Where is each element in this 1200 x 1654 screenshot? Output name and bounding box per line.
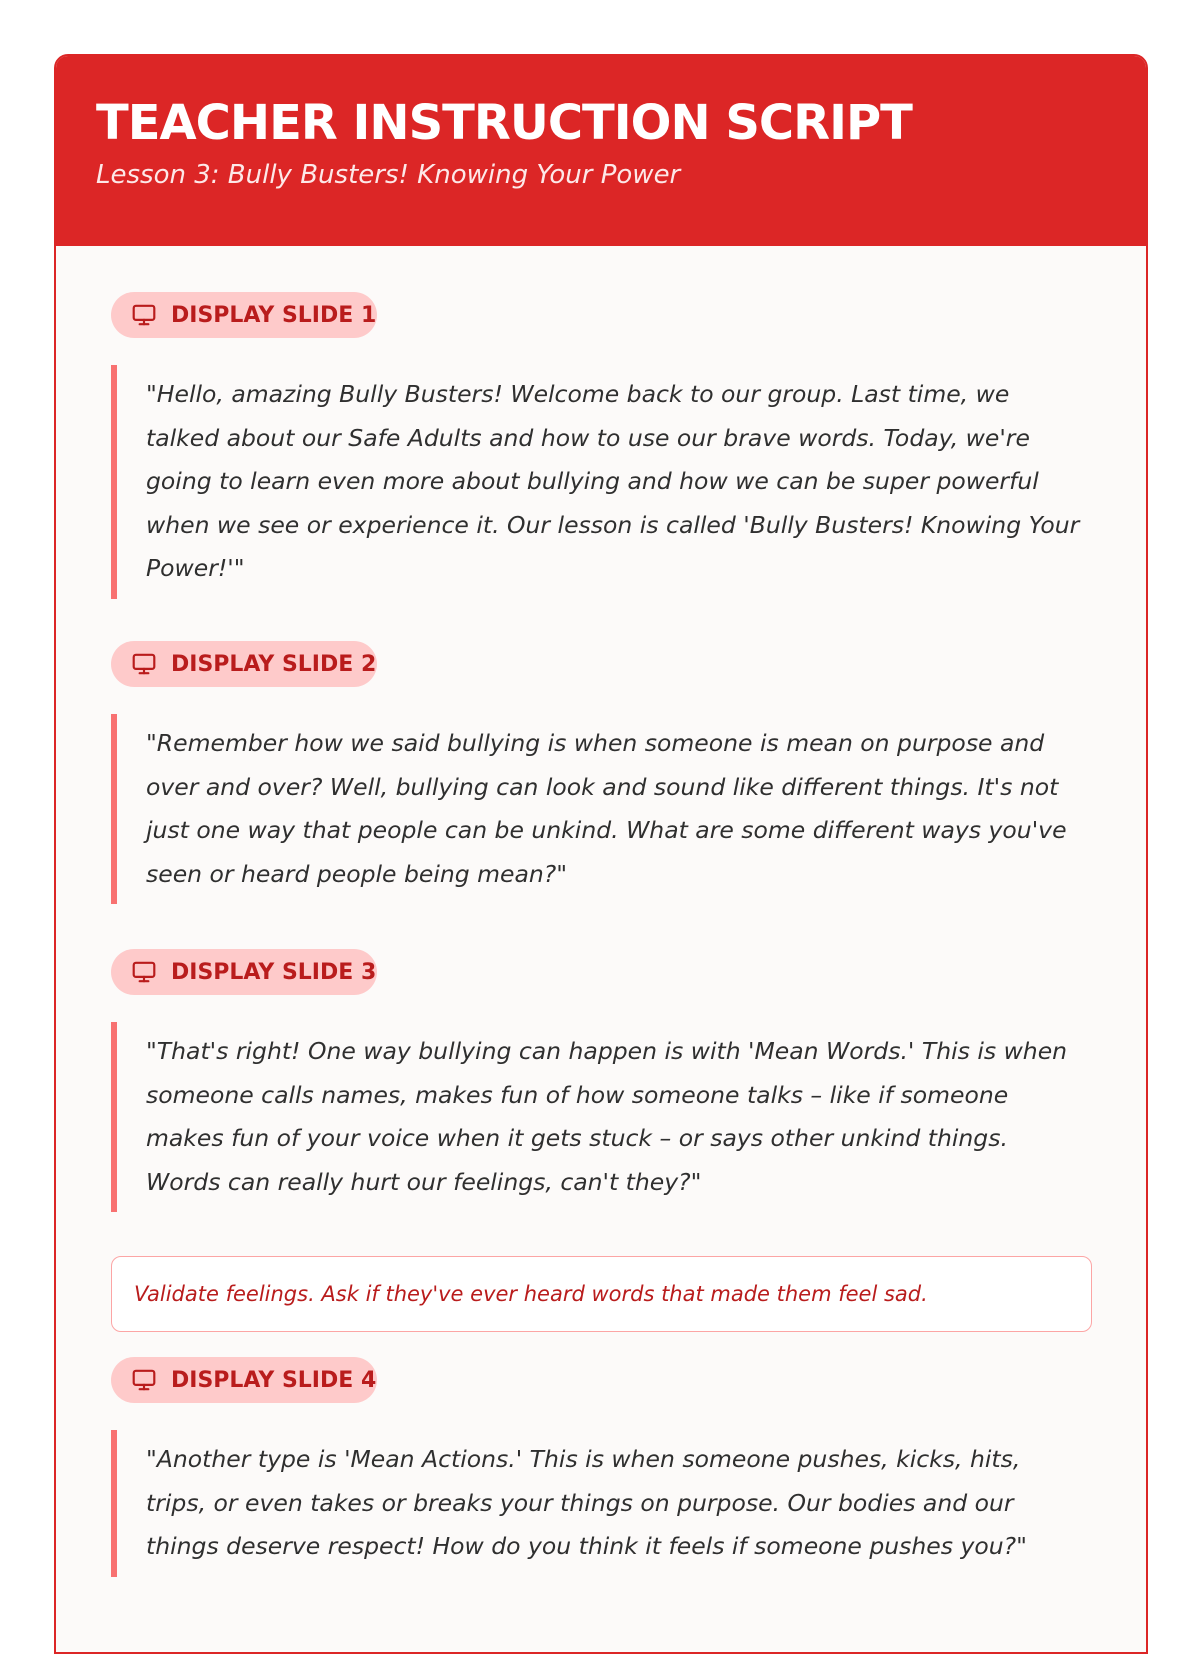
monitor-icon <box>131 302 157 328</box>
script-header <box>56 56 1146 246</box>
monitor-icon <box>131 651 157 677</box>
script-quote-4: "Another type is 'Mean Actions.' This is when someone pushes, kicks, hits, trips, or even takes or breaks your things on purpose. Our bodies and our things deserve respect! How do you think it feels if someone pushes you?" <box>111 1430 1081 1577</box>
page-title: TEACHER INSTRUCTION SCRIPT <box>96 95 912 151</box>
script-card <box>54 54 1148 1654</box>
script-quote-3: "That's right! One way bullying can happen is with 'Mean Words.' This is when someone calls names, makes fun of how someone talks – like if someone makes fun of your voice when it gets stuck – or says other unkind things. Words can really hurt our feelings, can't they?" <box>111 1022 1081 1212</box>
slide-badge-label: DISPLAY SLIDE 2 <box>171 651 377 677</box>
lesson-subtitle: Lesson 3: Bully Busters! Knowing Your Power <box>96 160 681 190</box>
teacher-note: Validate feelings. Ask if they've ever heard words that made them feel sad. <box>111 1256 1092 1332</box>
slide-badge-label: DISPLAY SLIDE 1 <box>171 302 377 328</box>
slide-badge-1 <box>111 292 377 338</box>
slide-badge-label: DISPLAY SLIDE 3 <box>171 959 377 985</box>
slide-badge-4 <box>111 1357 377 1403</box>
script-quote-1: "Hello, amazing Bully Busters! Welcome back to our group. Last time, we talked about our Safe Adults and how to use our brave words. Today, we're going to learn even more about bullying and how we can be super powerful when we see or experience it. Our lesson is called 'Bully Busters! Knowing Your Power!'" <box>111 365 1081 599</box>
slide-badge-3 <box>111 949 377 995</box>
slide-badge-2 <box>111 641 377 687</box>
monitor-icon <box>131 959 157 985</box>
slide-badge-label: DISPLAY SLIDE 4 <box>171 1367 377 1393</box>
script-quote-2: "Remember how we said bullying is when someone is mean on purpose and over and over? Well, bullying can look and sound like different things. It's not just one way that people can be unkind. What are some different ways you've seen or heard people being mean?" <box>111 714 1081 904</box>
monitor-icon <box>131 1367 157 1393</box>
